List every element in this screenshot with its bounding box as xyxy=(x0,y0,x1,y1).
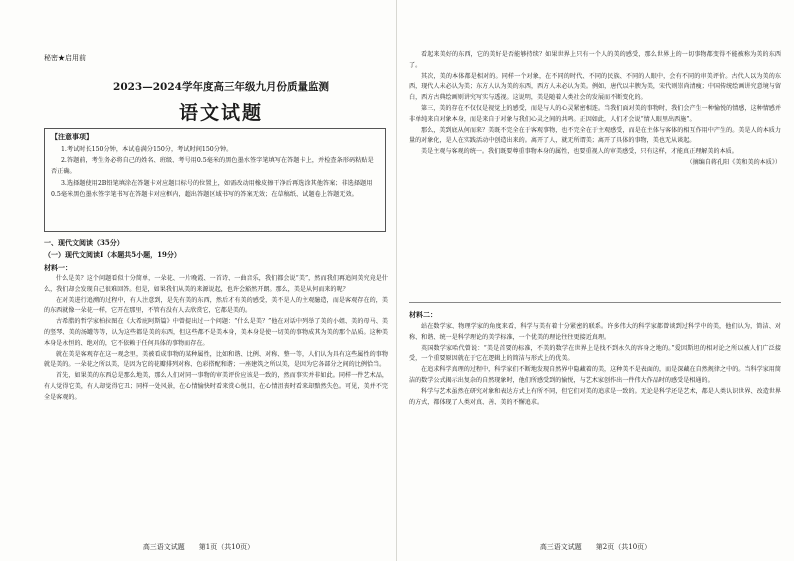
paragraph: 在追求科学真理的过程中，科学家们不断地发现自然界中隐藏着的美，这种美不是表面的，而是深藏在自然规律之中的。当科学家用简洁的数学公式揭示出复杂的自然现象时，他们所感受到的愉悦，与艺术家创作出一件伟大作品时的感受是相通的。 xyxy=(409,366,781,384)
material-one-label: 材料一： xyxy=(44,263,72,272)
exam-title: 2023—2024学年度高三年级九月份质量监测 xyxy=(113,81,329,93)
source-citation: （摘编自蒋孔阳《美和美的本质》） xyxy=(686,158,781,166)
notes-box xyxy=(44,128,386,232)
notes-heading: 【注意事项】 xyxy=(51,132,93,141)
note-item-3: 3.选择题使用2B铅笔填涂在答题卡对应题目标号的位置上，如需改动用橡皮擦干净后再选涂其他答案；非选择题用0.5毫米黑色墨水签字笔书写在答题卡对应框内，超出答题区域书写的答案无效；在草稿纸、试题卷上答题无效。 xyxy=(51,179,373,198)
paragraph: 英国数学家哈代曾说：“美是首要的标准，不美的数学在世界上是找不到永久的容身之地的。”爱因斯坦的相对论之所以被人们广泛接受，一个重要原因就在于它在逻辑上的简洁与形式上的优美。 xyxy=(409,344,781,363)
paragraph: 第三，美的存在不仅仅是视觉上的感受，而是与人的心灵紧密相连。当我们面对美的事物时，我们会产生一种愉悦的情感，这种情感并非单纯来自对象本身，而是来自于对象与我们心灵之间的共鸣。正因如此，人们才会说“情人眼里出西施”。 xyxy=(409,104,781,123)
paragraph: 首先，如果美的东西总是那么地美，那么人们对同一事物的审美评价应该是一致的，然而事实并非如此。同样一件艺术品，有人觉得它美，有人却觉得它丑；同样一处风景，在心情愉快时看来赏心悦目，在心情沮丧时看来却黯然失色。可见，美并不完全是客观的。 xyxy=(44,372,388,401)
paragraph: 就在美是客观存在这一观念里，美被看成事物的某种属性，比如和谐、比例、对称、整一等，人们认为具有这些属性的事物就是美的。一朵花之所以美，是因为它的花瓣排列对称、色彩搭配和谐；一座建筑之所以美，是因为它各部分之间的比例恰当。 xyxy=(44,350,388,369)
material-one-continued xyxy=(409,50,781,298)
subsection-heading: （一）现代文阅读Ⅰ（本题共5小题，19分） xyxy=(44,250,181,259)
page-footer-1: 高三语文试题 第1页（共10页） xyxy=(142,543,255,551)
paragraph: 什么是美？这个问题看似十分简单，一朵花、一片晚霞、一首诗、一曲音乐，我们都会说“美”，然而我们再追问美究竟是什么，我们却会发现自己很难回答。但是，如果我们从美的来源说起，也许会豁然开朗。那么，美是从何而来的呢？ xyxy=(44,275,388,293)
secret-label: 秘密★启用前 xyxy=(44,54,86,62)
paragraph: 古希腊的哲学家柏拉图在《大希庇阿斯篇》中曾提出过一个问题：“什么是美？”他在对话中列举了美的小姐、美的母马、美的竖琴、美的汤罐等等，认为这些都是美的东西，但这些都不是美本身，美本身是使一切美的事物成其为美的那个品质。这种美本身是永恒的、绝对的，它不依赖于任何具体的事物而存在。 xyxy=(44,318,388,347)
section-rule xyxy=(409,302,781,303)
paragraph: 站在数学家、物理学家的角度来看，科学与美有着十分紧密的联系。许多伟大的科学家都曾谈到过科学中的美，他们认为，简洁、对称、和谐、统一是科学理论的美学标准，一个优美的理论往往更接近真理。 xyxy=(409,323,781,341)
section-heading: 一、现代文阅读（35分） xyxy=(44,238,124,247)
material-two-text xyxy=(409,322,781,534)
material-one-text xyxy=(44,274,388,532)
exam-page-2 xyxy=(397,0,794,561)
note-item-2: 2.答题前，考生务必将自己的姓名、班级、考号用0.5毫米的黑色墨水签字笔填写在答题卡上，并检查条形码粘贴是否正确。 xyxy=(51,157,374,176)
paragraph: 在对美进行追溯的过程中，有人注意到，是先有美的东西，然后才有美的感受，美不是人的主观臆造，而是客观存在的，美的东西就像一朵花一样，它开在那里，不管有没有人去欣赏它，它都是美的。 xyxy=(44,296,388,315)
paragraph: 其次，美的本体都是相对的。同样一个对象，在不同的时代、不同的民族、不同的人眼中，会有不同的审美评价。古代人以为美的东西，现代人未必认为美；东方人认为美的东西，西方人未必认为美。例如，唐代以丰腴为美，宋代则崇尚清瘦；中国传统绘画讲究意境与留白，西方古典绘画则讲究写实与透视。这说明，美是随着人类社会的发展而不断变化的。 xyxy=(409,72,781,102)
subject-title: 语文试题 xyxy=(178,102,263,124)
paragraph: 美是主观与客观的统一。我们既要尊重事物本身的属性，也要重视人的审美感受，只有这样，才能真正理解美的本质。 xyxy=(421,148,738,156)
paragraph: 看起来美好的东西，它的美好是否能够持续？如果世界上只有一个人的美的感受，那么世界上的一切事物都变得不能被称为美的东西了。 xyxy=(409,51,781,69)
page-footer-2: 高三语文试题 第2页（共10页） xyxy=(539,543,652,551)
paragraph: 那么，美到底从何而来？美既不完全在于客观事物，也不完全在于主观感受，而是在主体与客体的相互作用中产生的。美是人的本质力量的对象化，是人在实践活动中创造出来的。离开了人，就无所谓美；离开了具体的事物，美也无从谈起。 xyxy=(409,126,781,145)
note-item-1: 1.考试时长150分钟，本试卷满分150分，考试时间150分钟。 xyxy=(61,146,233,153)
paragraph: 科学与艺术虽然在研究对象和表达方式上有所不同，但它们对美的追求是一致的。无论是科学还是艺术，都是人类认识世界、改造世界的方式，都体现了人类对真、善、美的不懈追求。 xyxy=(409,387,781,406)
material-two-label: 材料二： xyxy=(409,310,437,319)
